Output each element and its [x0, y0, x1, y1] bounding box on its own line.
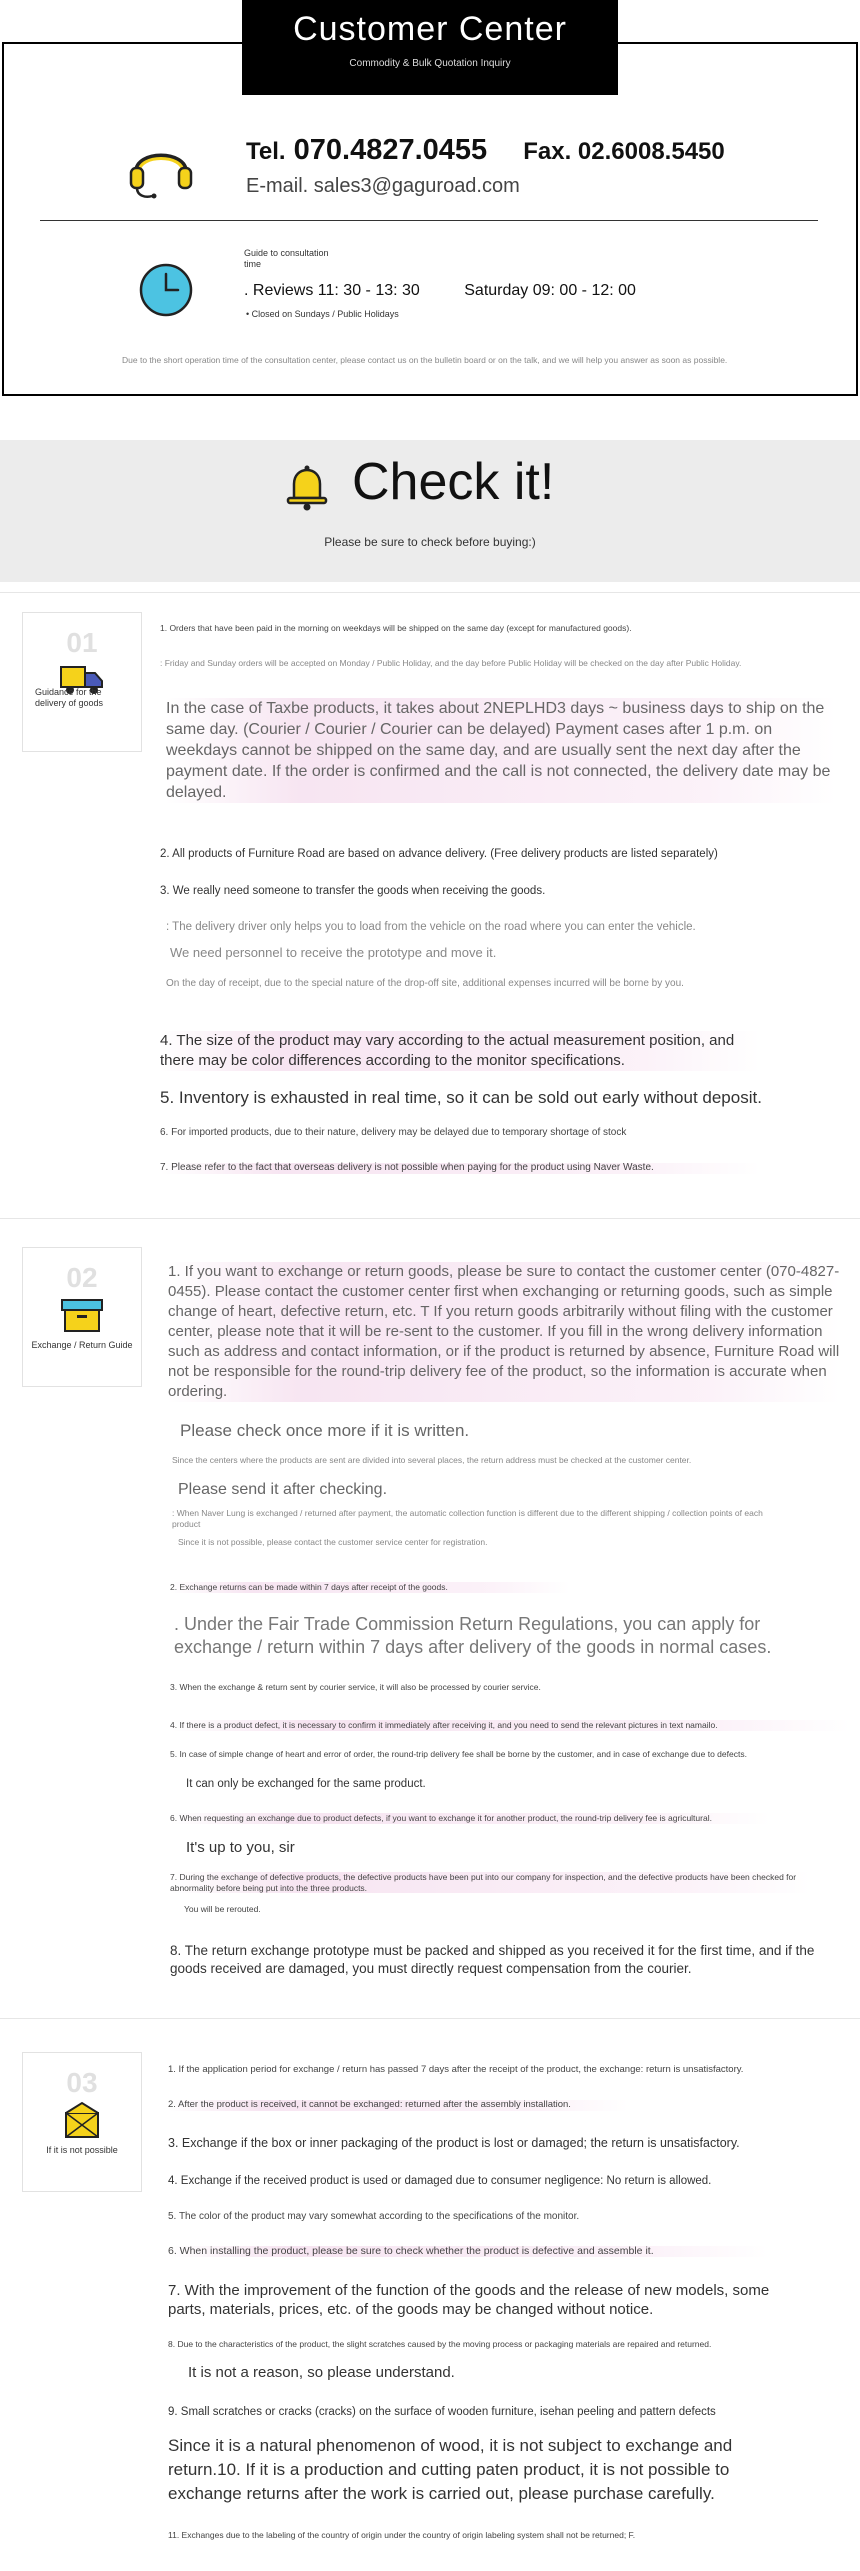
email-address[interactable]: sales3@gaguroad.com	[313, 175, 520, 197]
headset-icon	[128, 138, 194, 200]
exchange-item: 1. If you want to exchange or return goods, please be sure to contact the customer center (070-4827-0455). Please contact the customer center first when exchanging or returning goods, such as simple change of heart, defective return, etc. T If you return goods arbitrarily without filing with the customer center, please note that it will be re-sent to the customer. If you fill in the wrong delivery information such as address and contact information, or if the product is returned by absence, Furniture Road will not be responsible for the round-trip delivery fee of the product, so the information is accurate when ordering.	[168, 1263, 840, 1400]
delivery-item: In the case of Taxbe products, it takes about 2NEPLHD3 days ~ business days to ship on the same day. (Courier / Courier / Courier can be delayed) Payment cases after 1 p.m. on weekdays cannot be shipped on the same day, and are usually sent the next day after the payment date. If the order is confirmed and the call is not connected, the delivery date may be delayed.	[166, 698, 836, 803]
customer-center-note: Due to the short operation time of the consultation center, please contact us on the bulletin board or on the talk, and we will help you answer as soon as possible.	[122, 355, 728, 365]
not-possible-item: Since it is a natural phenomenon of wood, it is not subject to exchange and return.10. If it is a production and cutting paten product, it is not possible to exchange returns after the work is carried out, please purchase carefully.	[168, 2436, 733, 2503]
not-possible-item: 11. Exchanges due to the labeling of the country of origin under the country of origin labeling system shall not be returned; F.	[168, 2530, 636, 2540]
customer-center-title: Customer Center	[293, 10, 567, 48]
exchange-item: 6. When requesting an exchange due to product defects, if you want to exchange it for another product, the round-trip delivery fee is agricultural.	[170, 1813, 770, 1824]
delivery-item: 4. The size of the product may vary according to the actual measurement position, and there may be color differences according to the monitor specifications.	[160, 1031, 760, 1071]
broken-box-icon	[59, 2101, 105, 2139]
exchange-item: Please check once more if it is written.	[180, 1421, 470, 1440]
exchange-item: : When Naver Lung is exchanged / returned after payment, the automatic collection function is different due to the different shipping / collection points of each product	[172, 1508, 763, 1529]
guide-label: If it is not possible	[46, 2145, 118, 2155]
check-title: Check it!	[352, 453, 555, 511]
exchange-item: Please send it after checking.	[178, 1481, 388, 1498]
guide-card-delivery	[22, 612, 142, 752]
clock-icon	[138, 262, 194, 318]
exchange-item: You will be rerouted.	[184, 1904, 261, 1914]
guide-label: Exchange / Return Guide	[31, 1340, 133, 1350]
delivery-item: On the day of receipt, due to the special nature of the drop-off site, additional expenses incurred will be borne by you.	[166, 978, 684, 989]
closed-days-text: Closed on Sundays / Public Holidays	[251, 309, 399, 319]
exchange-item: 4. If there is a product defect, it is necessary to confirm it immediately after receiving it, and you need to send the relevant pictures in text namailo.	[170, 1720, 850, 1731]
delivery-item: 3. We really need someone to transfer the goods when receiving the goods.	[160, 885, 546, 897]
exchange-item: Since it is not possible, please contact the customer service center for registration.	[178, 1537, 488, 1547]
not-possible-item: It is not a reason, so please understand.	[188, 2364, 455, 2381]
customer-center-frame	[2, 42, 858, 396]
delivery-item: 2. All products of Furniture Road are based on advance delivery. (Free delivery products are listed separately)	[160, 848, 718, 860]
guide-number: 02	[66, 1262, 98, 1293]
section-divider	[0, 592, 860, 593]
guide-label: Guidance for the delivery of goods	[35, 687, 104, 708]
delivery-item: 6. For imported products, due to their nature, delivery may be delayed due to temporary shortage of stock	[160, 1127, 627, 1138]
email-label: E-mail.	[246, 175, 309, 197]
fax-number: 02.6008.5450	[577, 138, 725, 165]
guide-card-exchange	[22, 1247, 142, 1387]
exchange-item: It's up to you, sir	[186, 1839, 295, 1856]
fax-info	[523, 138, 725, 165]
not-possible-item: 4. Exchange if the received product is used or damaged due to consumer negligence: No return is allowed.	[168, 2175, 712, 2187]
tel-label: Tel.	[246, 138, 286, 165]
guide-number: 01	[66, 627, 98, 658]
box-icon	[59, 1296, 105, 1334]
section-divider	[0, 2018, 860, 2019]
delivery-item: : The delivery driver only helps you to load from the vehicle on the road where you can enter the vehicle.	[166, 921, 696, 933]
not-possible-item: 8. Due to the characteristics of the product, the slight scratches caused by the moving process or packaging materials are repaired and returned.	[168, 2339, 712, 2349]
section-divider	[0, 1218, 860, 1219]
not-possible-item: 9. Small scratches or cracks (cracks) on the surface of wooden furniture, isehan peeling and pattern defects	[168, 2406, 716, 2418]
not-possible-item: 1. If the application period for exchange / return has passed 7 days after the receipt of the product, the exchange: return is unsatisfactory.	[168, 2064, 744, 2075]
customer-center-divider	[40, 220, 818, 221]
not-possible-item: 3. Exchange if the box or inner packaging of the product is lost or damaged; the return is unsatisfactory.	[168, 2136, 740, 2150]
not-possible-item: 2. After the product is received, it cannot be exchanged: returned after the assembly installation.	[168, 2100, 628, 2111]
exchange-item: It can only be exchanged for the same product.	[186, 1778, 426, 1790]
exchange-item: . Under the Fair Trade Commission Return Regulations, you can apply for exchange / return within 7 days after delivery of the goods in normal cases.	[174, 1614, 772, 1657]
customer-center-header	[242, 0, 618, 95]
guide-card-not-possible	[22, 2052, 142, 2192]
delivery-item: 7. Please refer to the fact that overseas delivery is not possible when paying for the product using Naver Waste.	[160, 1163, 760, 1174]
delivery-item: : Friday and Sunday orders will be accepted on Monday / Public Holiday, and the day before Public Holiday will be checked on the day after Public Holiday.	[160, 658, 742, 668]
exchange-item: Since the centers where the products are sent are divided into several places, the return address must be checked at the customer center.	[172, 1455, 692, 1465]
exchange-item: 2. Exchange returns can be made within 7 days after receipt of the goods.	[170, 1582, 570, 1593]
delivery-item: 1. Orders that have been paid in the morning on weekdays will be shipped on the same day (except for manufactured goods).	[160, 623, 632, 633]
exchange-item: 3. When the exchange & return sent by courier service, it will also be processed by courier service.	[170, 1682, 541, 1692]
consultation-guide-label: Guide to consultation time	[244, 248, 329, 269]
not-possible-item: 5. The color of the product may vary somewhat according to the specifications of the monitor.	[168, 2211, 580, 2222]
not-possible-item: 7. With the improvement of the function of the goods and the release of new models, some parts, materials, prices, etc. of the goods may be changed without notice.	[168, 2282, 770, 2318]
saturday-hours: Saturday 09: 00 - 12: 00	[464, 282, 636, 299]
exchange-item: 8. The return exchange prototype must be packed and shipped as you received it for the first time, and if the goods received are damaged, you must directly request compensation from the courier.	[170, 1943, 815, 1976]
exchange-item: 5. In case of simple change of heart and error of order, the round-trip delivery fee shall be borne by the customer, and in case of exchange due to defects.	[170, 1749, 747, 1759]
delivery-item: 5. Inventory is exhausted in real time, so it can be sold out early without deposit.	[160, 1088, 762, 1107]
tel-number[interactable]: 070.4827.0455	[293, 134, 488, 166]
contact-email	[246, 175, 520, 198]
guide-number: 03	[66, 2067, 98, 2098]
not-possible-item: 6. When installing the product, please be sure to check whether the product is defective and assemble it.	[168, 2246, 768, 2257]
contact-phone-fax	[246, 134, 725, 167]
check-subtitle: Please be sure to check before buying:)	[324, 535, 536, 549]
bell-icon	[282, 462, 332, 512]
exchange-item: 7. During the exchange of defective products, the defective products have been put into our company for inspection, and the defective products have been checked for abnormality before being put into the three products.	[170, 1872, 810, 1893]
closed-days: • Closed on Sundays / Public Holidays	[246, 309, 399, 319]
consultation-hours	[244, 282, 636, 300]
fax-label: Fax.	[523, 138, 572, 165]
delivery-item: We need personnel to receive the prototype and move it.	[170, 945, 497, 960]
customer-center-subtitle: Commodity & Bulk Quotation Inquiry	[349, 58, 511, 69]
weekday-hours: . Reviews 11: 30 - 13: 30	[244, 282, 420, 299]
